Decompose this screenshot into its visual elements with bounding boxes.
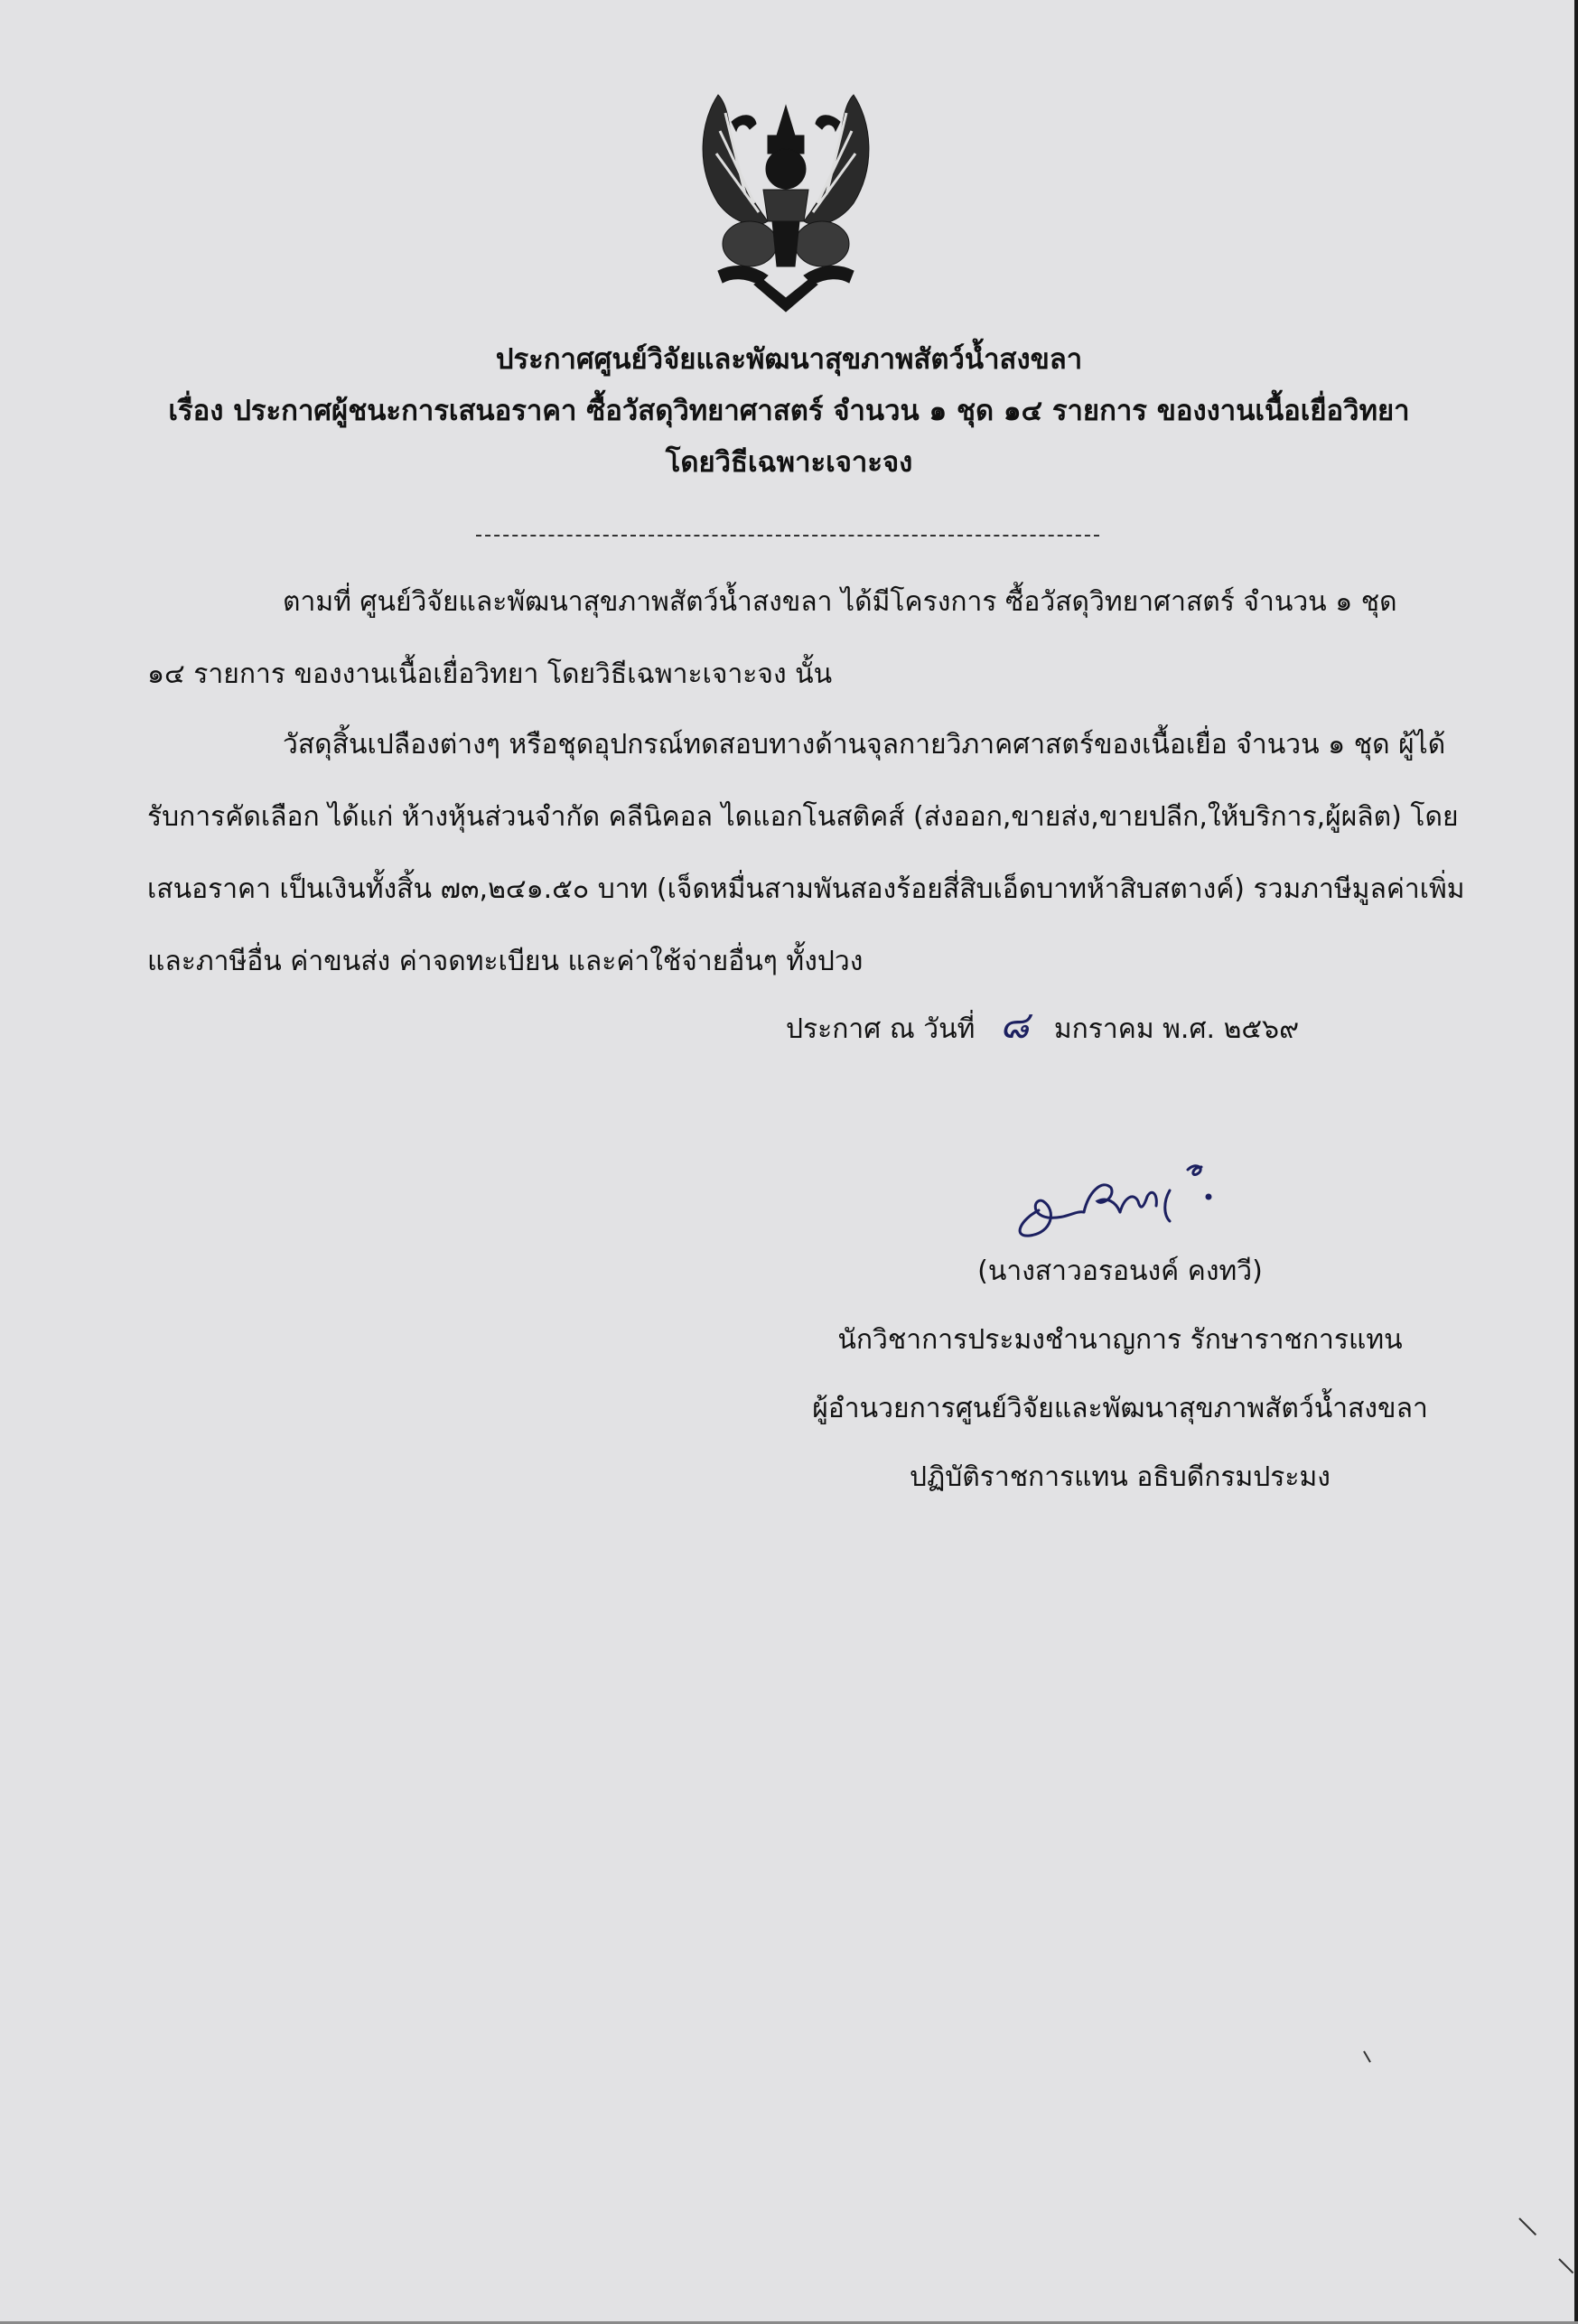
date-day-handwritten: ๘ <box>999 1003 1030 1047</box>
scan-mark <box>1363 2051 1371 2063</box>
paragraph-2-line-2: รับการคัดเลือก ได้แก่ ห้างหุ้นส่วนจำกัด คลีนิคอล ไดแอกโนสติคส์ (ส่งออก,ขายส่ง,ขายปลีก,ให้บริการ,ผู้ผลิต) โดย <box>147 801 1459 833</box>
scan-mark <box>1558 2258 1573 2273</box>
date-month-year: มกราคม พ.ศ. ๒๕๖๙ <box>1053 1013 1300 1045</box>
garuda-emblem-icon <box>682 86 890 321</box>
signer-position-3: ปฏิบัติราชการแทน อธิบดีกรมประมง <box>910 1461 1331 1493</box>
paragraph-2 <box>147 709 1465 998</box>
paragraph-2-line-3: เสนอราคา เป็นเงินทั้งสิ้น ๗๓,๒๔๑.๕๐ บาท (เจ็ดหมื่นสามพันสองร้อยสี่สิบเอ็ดบาทห้าสิบสตางค์) รวมภาษีมูลค่าเพิ่ม <box>147 873 1465 905</box>
scan-mark <box>1518 2217 1536 2235</box>
title-line-3: โดยวิธีเฉพาะเจาะจง <box>665 446 913 479</box>
date-prefix: ประกาศ ณ วันที่ <box>786 1013 976 1045</box>
paragraph-2-line-4: และภาษีอื่น ค่าขนส่ง ค่าจดทะเบียน และค่าใช้จ่ายอื่นๆ ทั้งปวง <box>147 946 864 977</box>
paragraph-1-line-1: ตามที่ ศูนย์วิจัยและพัฒนาสุขภาพสัตว์น้ำสงขลา ได้มีโครงการ ซื้อวัสดุวิทยาศาสตร์ จำนวน ๑ ชุด <box>283 586 1397 618</box>
title-separator <box>476 535 1099 537</box>
title-line-1: ประกาศศูนย์วิจัยและพัฒนาสุขภาพสัตว์น้ำสงขลา <box>495 343 1083 376</box>
signer-position-1: นักวิชาการประมงชำนาญการ รักษาราชการแทน <box>837 1324 1403 1356</box>
signer-block <box>777 1237 1463 1512</box>
signer-name: (นางสาวอรอนงค์ คงทวี) <box>977 1255 1263 1287</box>
title-line-2: เรื่อง ประกาศผู้ชนะการเสนอราคา ซื้อวัสดุวิทยาศาสตร์ จำนวน ๑ ชุด ๑๔ รายการ ของงานเนื้อเยื่อวิทยา <box>168 395 1410 427</box>
signer-position-2: ผู้อำนวยการศูนย์วิจัยและพัฒนาสุขภาพสัตว์น้ำสงขลา <box>812 1393 1428 1424</box>
paragraph-1-line-2: ๑๔ รายการ ของงานเนื้อเยื่อวิทยา โดยวิธีเฉพาะเจาะจง นั้น <box>147 658 833 690</box>
paragraph-2-line-1: วัสดุสิ้นเปลืองต่างๆ หรือชุดอุปกรณ์ทดสอบทางด้านจุลกายวิภาคศาสตร์ของเนื้อเยื่อ จำนวน ๑ ชุด ผู้ได้ <box>283 729 1446 761</box>
signature-icon <box>1003 1147 1237 1246</box>
document-title <box>0 334 1578 489</box>
paragraph-1 <box>147 566 1397 711</box>
scan-edge-right <box>1574 0 1578 2324</box>
announcement-date <box>786 995 1299 1055</box>
